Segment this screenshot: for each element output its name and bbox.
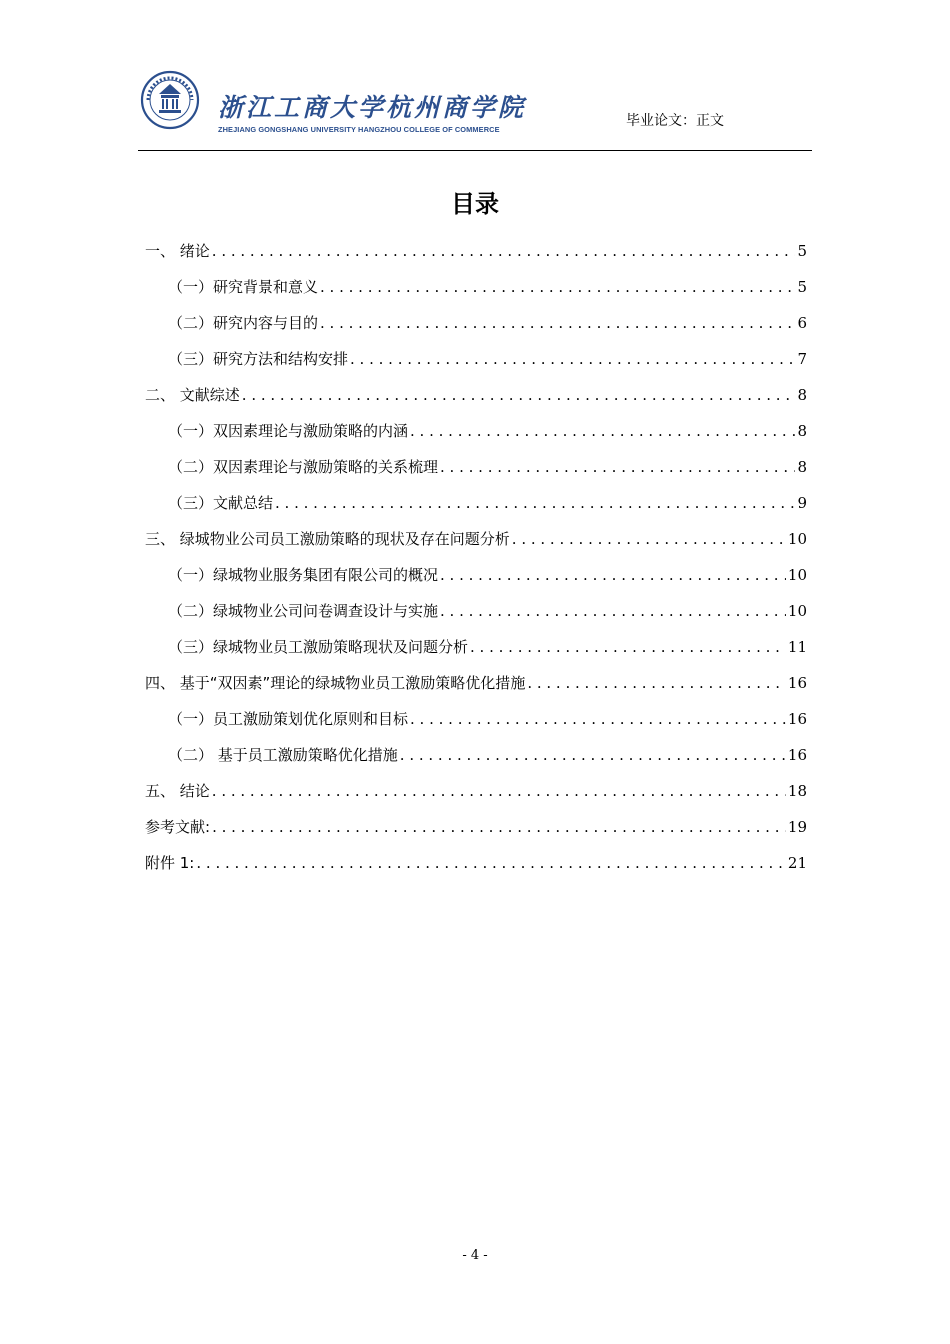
toc-entry-page: 16 <box>787 674 807 692</box>
school-name-cn: 浙江工商大学杭州商学院 <box>218 93 527 122</box>
toc-entry-label: （二）研究内容与目的 <box>168 314 319 332</box>
toc-entry[interactable] <box>168 744 807 768</box>
toc-entry[interactable] <box>145 852 807 876</box>
toc-leader-dots <box>350 350 795 368</box>
toc-leader-dots <box>527 674 786 692</box>
toc-leader-dots <box>410 710 786 728</box>
toc-leader-dots <box>400 746 786 764</box>
toc-entry[interactable] <box>145 816 807 840</box>
toc-entry[interactable] <box>168 564 807 588</box>
page-title: 目录 <box>451 190 499 218</box>
toc-entry[interactable] <box>168 420 807 444</box>
toc-entry-label: （一）员工激励策划优化原则和目标 <box>168 710 409 728</box>
page-number: - 4 - <box>462 1248 488 1263</box>
toc-entry-label: （三）绿城物业员工激励策略现状及问题分析 <box>168 638 469 656</box>
toc-entry[interactable] <box>168 492 807 516</box>
toc-leader-dots <box>275 494 795 512</box>
toc-leader-dots <box>320 314 795 332</box>
toc-entry-label: （三）研究方法和结构安排 <box>168 350 349 368</box>
toc-entry-page: 16 <box>787 746 807 764</box>
toc-entry-page: 5 <box>797 278 807 296</box>
toc-entry-page: 10 <box>787 566 807 584</box>
toc-entry-page: 21 <box>787 854 807 872</box>
toc-entry[interactable] <box>145 780 807 804</box>
toc-entry-label: 四、 基于“双因素”理论的绿城物业员工激励策略优化措施 <box>145 674 526 692</box>
toc-leader-dots <box>410 422 795 440</box>
toc-leader-dots <box>212 782 786 800</box>
toc-entry-label: 附件 1: <box>145 854 195 872</box>
toc-entry-label: （二） 基于员工激励策略优化措施 <box>168 746 398 764</box>
toc-entry-page: 8 <box>797 458 807 476</box>
toc-leader-dots <box>320 278 795 296</box>
toc-entry-label: （三）文献总结 <box>168 494 274 512</box>
toc-entry[interactable] <box>168 600 807 624</box>
toc-entry-page: 6 <box>797 314 807 332</box>
toc-entry[interactable] <box>145 240 807 264</box>
toc-leader-dots <box>440 458 795 476</box>
toc-entry-label: 二、 文献综述 <box>145 386 240 404</box>
toc-leader-dots <box>470 638 786 656</box>
toc-entry-label: （二）绿城物业公司问卷调查设计与实施 <box>168 602 439 620</box>
doc-label: 毕业论文：正文 <box>626 113 724 129</box>
school-brand <box>218 88 526 134</box>
toc-entry[interactable] <box>168 636 807 660</box>
toc-entry-page: 10 <box>787 602 807 620</box>
toc-leader-dots <box>196 854 786 872</box>
toc-leader-dots <box>212 818 786 836</box>
toc-leader-dots <box>440 566 786 584</box>
toc-leader-dots <box>512 530 786 548</box>
toc-leader-dots <box>440 602 786 620</box>
toc-entry-label: （一）研究背景和意义 <box>168 278 319 296</box>
toc-entry-page: 8 <box>797 422 807 440</box>
toc-entry-label: 五、 结论 <box>145 782 210 800</box>
toc-entry-page: 10 <box>787 530 807 548</box>
toc-entry[interactable] <box>168 348 807 372</box>
toc-entry-page: 8 <box>797 386 807 404</box>
toc-entry-label: （二）双因素理论与激励策略的关系梳理 <box>168 458 439 476</box>
university-seal-icon <box>140 70 200 130</box>
toc-entry-page: 7 <box>797 350 807 368</box>
toc-leader-dots <box>212 242 796 260</box>
toc-leader-dots <box>242 386 796 404</box>
toc-entry-label: （一）双因素理论与激励策略的内涵 <box>168 422 409 440</box>
toc-entry-page: 5 <box>797 242 807 260</box>
toc-entry[interactable] <box>168 312 807 336</box>
school-name-en: ZHEJIANG GONGSHANG UNIVERSITY HANGZHOU COLLEGE OF COMMERCE <box>218 125 500 134</box>
page-header <box>138 66 812 151</box>
toc-entry-page: 16 <box>787 710 807 728</box>
toc-entry[interactable] <box>168 276 807 300</box>
toc-entry[interactable] <box>145 528 807 552</box>
toc-entry-label: 三、 绿城物业公司员工激励策略的现状及存在问题分析 <box>145 530 510 548</box>
toc-entry-page: 19 <box>787 818 807 836</box>
toc-entry-page: 11 <box>787 638 807 656</box>
toc-entry-label: 一、 绪论 <box>145 242 210 260</box>
toc-entry-label: （一）绿城物业服务集团有限公司的概况 <box>168 566 439 584</box>
toc-entry[interactable] <box>168 456 807 480</box>
toc-entry-page: 9 <box>797 494 807 512</box>
toc-entry[interactable] <box>145 672 807 696</box>
toc-entry[interactable] <box>145 384 807 408</box>
toc-entry[interactable] <box>168 708 807 732</box>
toc-entry-page: 18 <box>787 782 807 800</box>
toc-entry-label: 参考文献: <box>145 818 211 836</box>
